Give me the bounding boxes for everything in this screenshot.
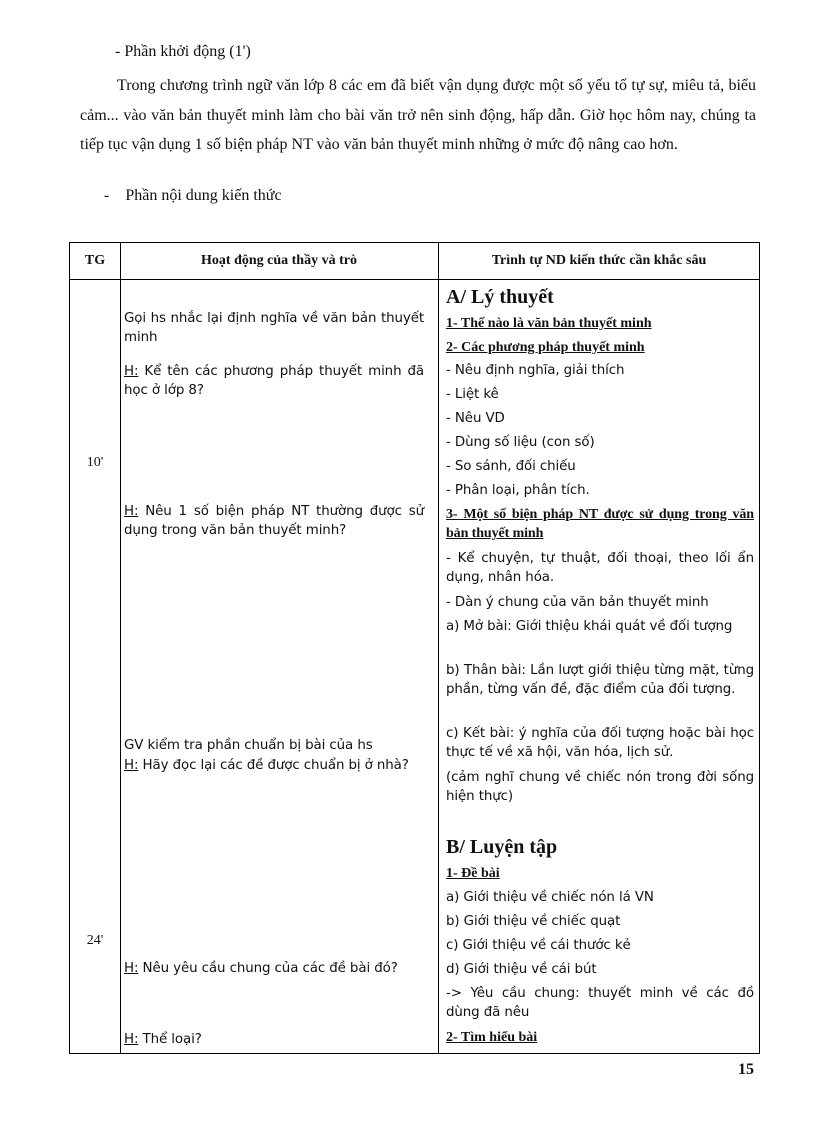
intro-content-heading: - Phần nội dung kiến thức (104, 187, 282, 204)
lesson-table (69, 242, 760, 1054)
section-a2: 2- Các phương pháp thuyết minh (446, 340, 645, 355)
method-4: - Dùng số liệu (con số) (446, 435, 595, 450)
activity-q4: GV kiểm tra phần chuẩn bị bài của hs (124, 738, 373, 753)
header-activity: Hoạt động của thầy và trò (201, 253, 357, 268)
q6-text: Nêu yêu cầu chung của các đề bài đó? (138, 961, 398, 976)
intro-paragraph: Trong chương trình ngữ văn lớp 8 các em đã biết vận dụng được một số yếu tố tự sự, miêu tả, biểu cảm... vào văn bản thuyết minh làm cho bài văn trở nên sinh động, hấp dẫn. Giờ học hôm nay, chúng ta tiếp tục vận dụng 1 số biện pháp NT vào văn bản thuyết minh những ở mức độ nâng cao hơn. (80, 77, 756, 153)
topic-a: a) Giới thiệu về chiếc nón lá VN (446, 890, 654, 905)
method-2: - Liệt kê (446, 387, 499, 402)
time-10: 10' (86, 455, 104, 470)
method-3: - Nêu VD (446, 411, 505, 426)
requirement: -> Yêu cầu chung: thuyết minh về các đồ dùng đã nêu (446, 986, 754, 1020)
outline-than-bai: b) Thân bài: Lần lượt giới thiệu từng mặt, từng phần, từng vấn đề, đặc điểm của đối tượng. (446, 663, 754, 697)
topic-b: b) Giới thiệu về chiếc quạt (446, 914, 621, 929)
q2-text: Kể tên các phương pháp thuyết minh đã học ở lớp 8? (124, 364, 424, 398)
method-5: - So sánh, đối chiếu (446, 459, 576, 474)
q5-text: Hãy đọc lại các đề được chuẩn bị ở nhà? (138, 758, 409, 773)
activity-q7 (124, 1030, 202, 1049)
a3-body: - Kể chuyện, tự thuật, đối thoại, theo lối ẩn dụng, nhân hóa. (446, 551, 754, 585)
q5-prefix: H: (124, 758, 139, 773)
q2-prefix: H: (124, 364, 139, 379)
activity-q6 (124, 959, 398, 978)
header-tg: TG (84, 253, 106, 268)
intro-warmup: - Phần khởi động (1') (115, 43, 251, 60)
q7-text: Thể loại? (138, 1032, 202, 1047)
outline-mo-bai: a) Mở bài: Giới thiệu khái quát về đối tượng (446, 619, 733, 634)
q6-prefix: H: (124, 961, 139, 976)
header-content: Trình tự ND kiến thức cần khắc sâu (491, 253, 707, 268)
time-24: 24' (86, 933, 104, 948)
section-b-title: B/ Luyện tập (446, 836, 558, 858)
outline-note: (cảm nghĩ chung về chiếc nón trong đời sống hiện thực) (446, 770, 754, 804)
method-1: - Nêu định nghĩa, giải thích (446, 363, 625, 378)
section-a-title: A/ Lý thuyết (446, 286, 554, 308)
activity-q2 (124, 362, 424, 400)
section-a1: 1- Thế nào là văn bản thuyết minh (446, 316, 652, 331)
method-6: - Phân loại, phân tích. (446, 483, 590, 498)
page-number: 15 (738, 1061, 754, 1078)
col-divider-1 (120, 243, 121, 1053)
col-divider-2 (438, 243, 439, 1053)
q7-prefix: H: (124, 1032, 139, 1047)
header-divider (70, 279, 759, 280)
section-a3: 3- Một số biện pháp NT được sử dụng trong văn bản thuyết minh (446, 507, 754, 541)
section-b2: 2- Tìm hiểu bài (446, 1030, 538, 1045)
activity-q3 (124, 502, 424, 540)
outline-heading: - Dàn ý chung của văn bản thuyết minh (446, 595, 709, 610)
section-b1: 1- Đề bài (446, 866, 500, 881)
q3-text: Nêu 1 số biện pháp NT thường được sử dụng trong văn bản thuyết minh? (124, 504, 424, 538)
topic-c: c) Giới thiệu về cái thước kẻ (446, 938, 631, 953)
q3-prefix: H: (124, 504, 139, 519)
topic-d: d) Giới thiệu về cái bút (446, 962, 597, 977)
activity-q5 (124, 756, 424, 775)
outline-ket-bai: c) Kết bài: ý nghĩa của đối tượng hoặc bài học thực tế về xã hội, văn hóa, lịch sử. (446, 726, 754, 760)
activity-q1: Gọi hs nhắc lại định nghĩa về văn bản thuyết minh (124, 311, 424, 345)
